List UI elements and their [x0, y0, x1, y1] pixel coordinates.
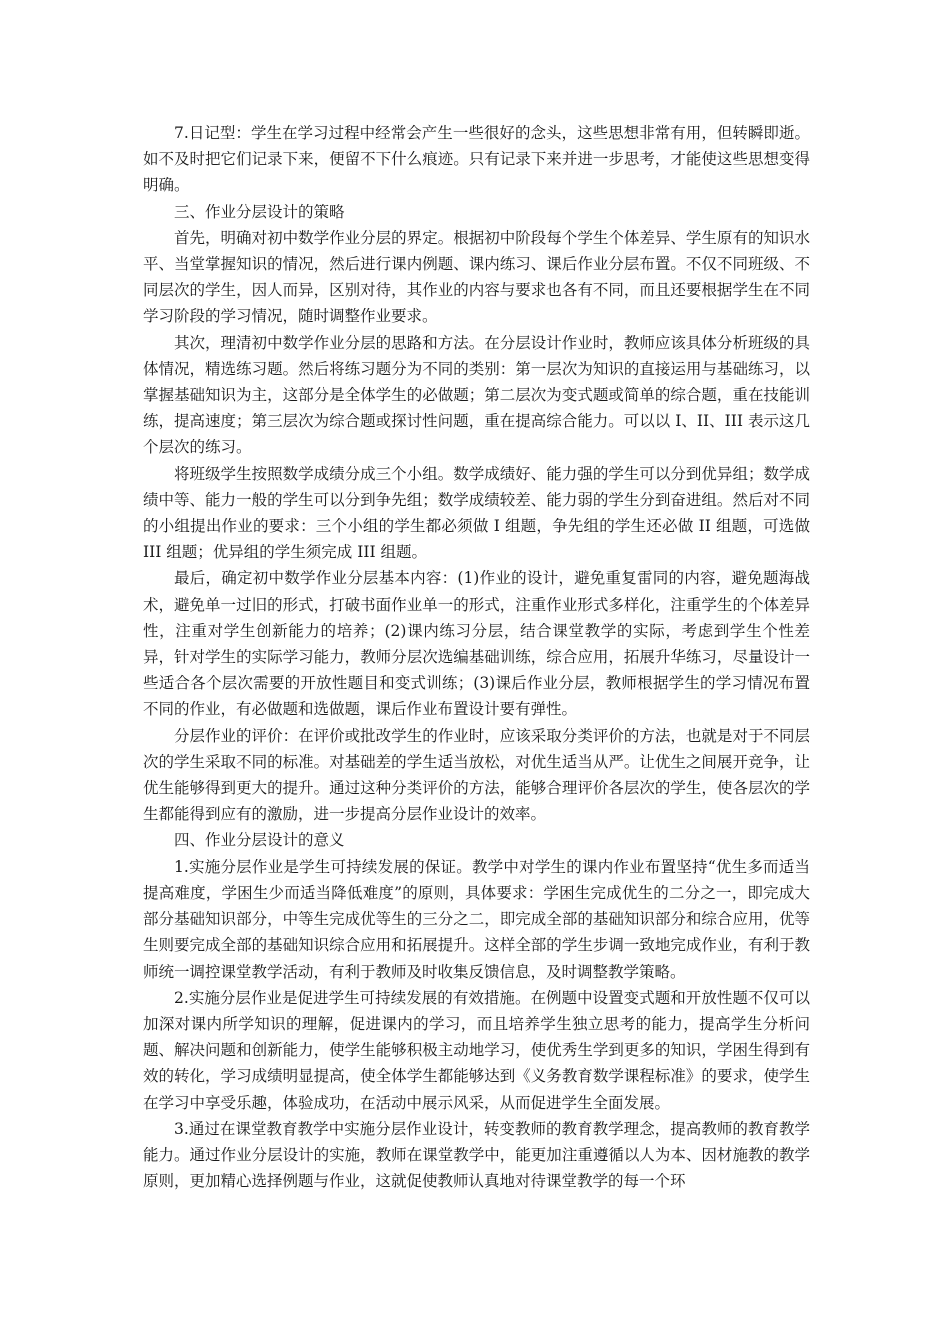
paragraph-second: 其次，理清初中数学作业分层的思路和方法。在分层设计作业时，教师应该具体分析班级的具体情况，精选练习题。然后将练习题分为不同的类别：第一层次为知识的直接运用与基础练习，以掌握基础知识为主，这部分是全体学生的必做题；第二层次为变式题或简单的综合题，重在技能训练，提高速度；第三层次为综合题或探讨性问题，重在提高综合能力。可以以 I、II、III 表示这几个层次的练习。: [143, 333, 810, 457]
paragraph-first: 首先，明确对初中数学作业分层的界定。根据初中阶段每个学生个体差异、学生原有的知识水平、当堂掌握知识的情况，然后进行课内例题、课内练习、课后作业分层布置。不仅不同班级、不同层次的学生，因人而异，区别对待，其作业的内容与要求也各有不同，而且还要根据学生在不同学习阶段的学习情况，随时调整作业要求。: [143, 228, 810, 326]
paragraph-groups: 将班级学生按照数学成绩分成三个小组。数学成绩好、能力强的学生可以分到优异组；数学成绩中等、能力一般的学生可以分到争先组；数学成绩较差、能力弱的学生分到奋进组。然后对不同的小组提出作业的要求：三个小组的学生都必须做 I 组题，争先组的学生还必做 II 组题，可选做 III 组题；优异组的学生须完成 III 组题。: [143, 464, 810, 562]
paragraph-point-1: 1.实施分层作业是学生可持续发展的保证。教学中对学生的课内作业布置坚持“优生多而适当提高难度，学困生少而适当降低难度”的原则，具体要求：学困生完成优生的二分之一，即完成大部分基础知识部分，中等生完成优等生的三分之二，即完成全部的基础知识部分和综合应用，优等生则要完成全部的基础知识综合应用和拓展提升。这样全部的学生步调一致地完成作业，有利于教师统一调控课堂教学活动，有利于教师及时收集反馈信息，及时调整教学策略。: [143, 857, 810, 981]
document-body: [143, 120, 810, 1194]
section-heading-strategy: 三、作业分层设计的策略: [174, 202, 345, 221]
paragraph-diary-type: 7.日记型：学生在学习过程中经常会产生一些很好的念头，这些思想非常有用，但转瞬即逝。如不及时把它们记录下来，便留不下什么痕迹。只有记录下来并进一步思考，才能使这些思想变得明确。: [143, 124, 810, 195]
paragraph-evaluation: 分层作业的评价：在评价或批改学生的作业时，应该采取分类评价的方法，也就是对于不同层次的学生采取不同的标准。对基础差的学生适当放松，对优生适当从严。让优生之间展开竞争，让优生能够得到更大的提升。通过这种分类评价的方法，能够合理评价各层次的学生，使各层次的学生都能得到应有的激励，进一步提高分层作业设计的效率。: [143, 726, 810, 824]
paragraph-point-2: 2.实施分层作业是促进学生可持续发展的有效措施。在例题中设置变式题和开放性题不仅可以加深对课内所学知识的理解，促进课内的学习，而且培养学生独立思考的能力，提高学生分析问题、解决问题和创新能力，使学生能够积极主动地学习，使优秀生学到更多的知识，学困生得到有效的转化，学习成绩明显提高，使全体学生都能够达到《义务教育数学课程标准》的要求，使学生在学习中享受乐趣，体验成功，在活动中展示风采，从而促进学生全面发展。: [143, 988, 810, 1112]
paragraph-point-3: 3.通过在课堂教育教学中实施分层作业设计，转变教师的教育教学理念，提高教师的教育教学能力。通过作业分层设计的实施，教师在课堂教学中，能更加注重遵循以人为本、因材施教的教学原则，更加精心选择例题与作业，这就促使教师认真地对待课堂教学的每一个环: [143, 1119, 810, 1191]
section-heading-significance: 四、作业分层设计的意义: [174, 831, 345, 850]
paragraph-finally: 最后，确定初中数学作业分层基本内容：(1)作业的设计，避免重复雷同的内容，避免题海战术，避免单一过旧的形式，打破书面作业单一的形式，注重作业形式多样化，注重学生的个体差异性，注重对学生创新能力的培养；(2)课内练习分层，结合课堂教学的实际，考虑到学生个性差异，针对学生的实际学习能力，教师分层次选编基础训练，综合应用，拓展升华练习，尽量设计一些适合各个层次需要的开放性题目和变式训练；(3)课后作业分层，教师根据学生的学习情况布置不同的作业，有必做题和选做题，课后作业布置设计要有弹性。: [143, 569, 810, 719]
